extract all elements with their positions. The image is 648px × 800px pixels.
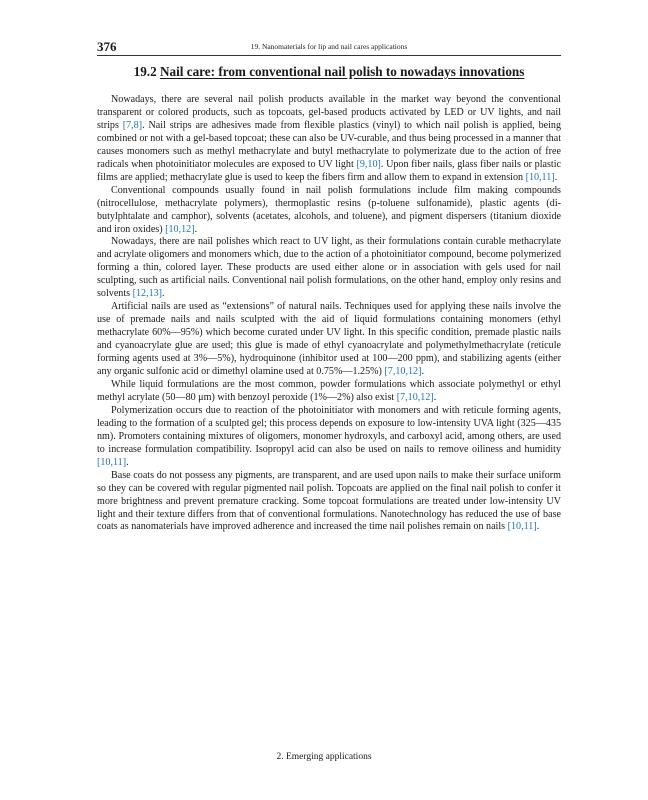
paragraph-text: Base coats do not possess any pigments, are transparent, and are used upon nails to make their surface uniform so they can be covered with regular pigmented nail polish. Topcoats are applied on the final nail polish to confer it more brightness and prevent premature cracking. Some topcoat formulations are treated under low-intensity UV light and their texture differs from that of conventional formulations. Nanotechnology has reduced the use of base coats as nanomaterials have improved adherence and increased the time nail polishes remain on nails (97, 469, 561, 533)
paragraph-6 (97, 405, 561, 470)
paragraph-text: . Upon fiber nails, glass fiber nails or plastic films are applied; methacrylate glue is used to keep the fibers firm and allow them to expand in extension (97, 158, 562, 183)
section-title: Nail care: from conventional nail polish to nowadays innovations (159, 64, 525, 79)
paragraph-text: Nowadays, there are nail polishes which react to UV light, as their formulations contain curable methacrylate and acrylate oligomers and monomers which, due to the action of a photoinitiator compound, become polymerized forming a thin, colored layer. These products are used either alone or in association with gels used for nail sculpting, such as artificial nails. Conventional nail polish formulations, on the other hand, employ only resins and solvents (97, 236, 561, 300)
paragraph-text: Artificial nails are used as “extensions” of natural nails. Techniques used for applying these nails involve the use of premade nails and nails sculpted with the aid of liquid formulations containing monomers (ethyl methacrylate 60%—95%) which become curated under UV light. In this specific condition, premade plastic nails and cyanoacrylate glue are used; this glue is made of ethyl cyanoacrylate and polymethylmethacrylate (reticule forming agents used at 3%—5%), hydroquinone (inhibitor used at 100—200 ppm), and stabilizing agents (either any organic sulfonic acid or dimethyl olamine used at 0.75%—1.25%) (97, 301, 561, 378)
citation-link[interactable]: [9,10] (356, 158, 381, 170)
citation-link[interactable]: [7,10,12] (396, 391, 434, 403)
paragraph-text: . (126, 456, 129, 468)
citation-link[interactable]: [10,12] (165, 223, 195, 235)
citation-link[interactable]: [10,11] (507, 521, 537, 533)
paragraph-text: . (421, 366, 424, 378)
section-heading (97, 64, 561, 80)
paragraph-4 (97, 301, 561, 379)
paragraph-text: While liquid formulations are the most common, powder formulations which associate polymethyl or ethyl methyl acrylate (50—80 μm) with benzoyl peroxide (1%—2%) also exist (97, 378, 561, 403)
body-text (97, 94, 561, 534)
citation-link[interactable]: [7,10,12] (384, 366, 422, 378)
paragraph-text: . (554, 171, 558, 183)
citation-link[interactable]: [10,11] (525, 171, 555, 183)
paragraph-text: . Nail strips are adhesives made from flexible plastics (vinyl) to which nail polish is applied, being combined or not with a gel-based topcoat; these can also be UV-curable, and thus being processed in a manner that causes monomers such as methyl methacrylate and butyl methacrylate to polymerizate due to the action of free radicals when photoinitiator molecules are exposed to UV light (97, 119, 561, 170)
page-footer: 2. Emerging applications (276, 752, 372, 762)
citation-link[interactable]: [7,8] (122, 119, 143, 131)
header-rule (97, 55, 561, 56)
paragraph-3 (97, 236, 561, 301)
paragraph-7 (97, 470, 561, 535)
paragraph-5 (97, 379, 561, 405)
paragraph-text: Polymerization occurs due to reaction of the photoinitiator with monomers and with reticule forming agents, leading to the formation of a sculpted gel; this process depends on exposure to low-intensity UVA light (325—435 nm). Promoters containing mixtures of oligomers, monomer hydroxyls, and carboxyl acid, among others, are used to increase formulation compatibility. Isopropyl acid can also be used on nails to remove oiliness and humidity (97, 404, 561, 455)
paragraph-text: . (536, 521, 540, 533)
page-number: 376 (97, 39, 117, 54)
paragraph-1 (97, 94, 561, 185)
running-title: 19. Nanomaterials for lip and nail cares applications (250, 42, 408, 51)
citation-link[interactable]: [12,13] (132, 288, 163, 300)
paragraph-text: . (162, 288, 165, 300)
paragraph-2 (97, 185, 561, 237)
section-number: 19.2 (133, 64, 157, 79)
paragraph-text: Conventional compounds usually found in nail polish formulations include film making compounds (nitrocellulose, methacrylate polymers), thermoplastic resins (p-toluene sulfonamide), plastic agents (di-butylphtalate and camphor), solvents (acetates, alcohols, and toluene), and pigment dispersers (titanium dioxide and iron oxides) (97, 184, 561, 235)
paragraph-text: Nowadays, there are several nail polish products available in the market way beyond the conventional transparent or colored products, such as topcoats, gel-based products activated by LED or UV lights, and nail strips (97, 94, 561, 131)
citation-link[interactable]: [10,11] (97, 456, 127, 468)
paragraph-text: . (433, 391, 437, 403)
paragraph-text: . (194, 223, 198, 235)
